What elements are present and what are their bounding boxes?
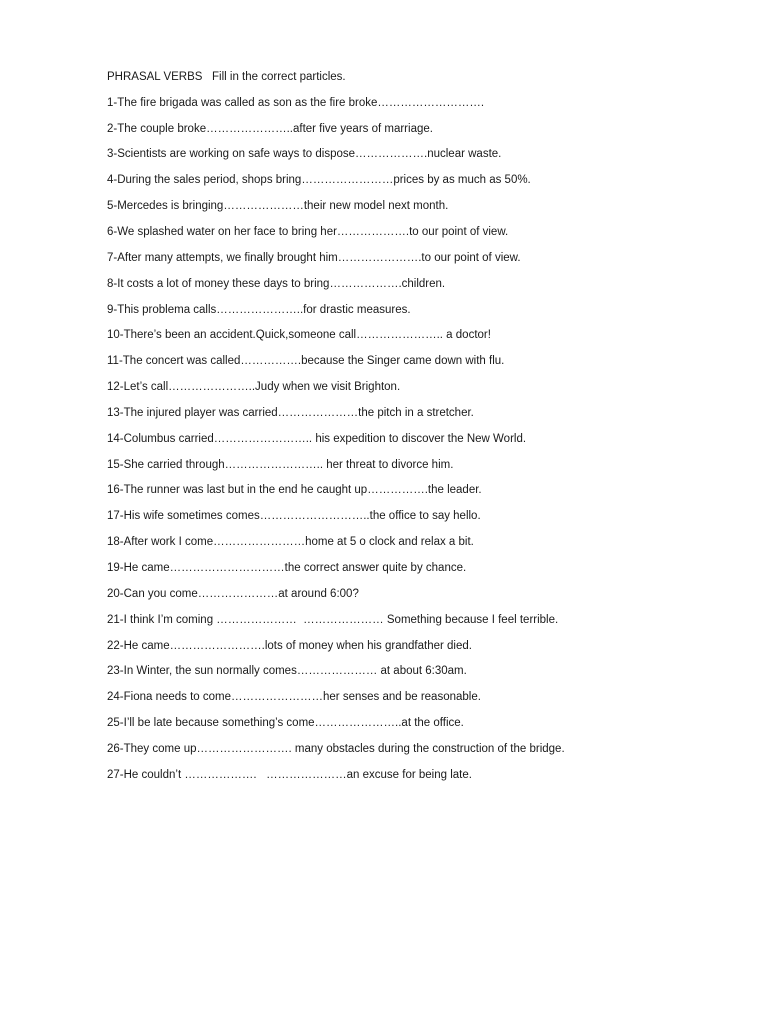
exercise-item: 6-We splashed water on her face to bring her……………….to our point of view. xyxy=(107,226,509,239)
exercise-item: 21-I think I’m coming ………………… ………………… Something because I feel terrible. xyxy=(107,613,559,626)
worksheet-content xyxy=(107,68,747,792)
exercise-item: 8-It costs a lot of money these days to bring……………….children. xyxy=(107,277,446,290)
exercise-item: 5-Mercedes is bringing…………………their new model next month. xyxy=(107,200,449,213)
exercise-list xyxy=(107,94,747,784)
exercise-item: 18-After work I come……………………home at 5 o clock and relax a bit. xyxy=(107,536,474,549)
exercise-item: 14-Columbus carried…………………….. his expedition to discover the New World. xyxy=(107,432,527,445)
exercise-item: 20-Can you come…………………at around 6:00? xyxy=(107,587,359,600)
exercise-item: 13-The injured player was carried…………………the pitch in a stretcher. xyxy=(107,406,474,419)
exercise-item: 22-He came…………………….lots of money when his grandfather died. xyxy=(107,639,472,652)
exercise-item: 23-In Winter, the sun normally comes………………… at about 6:30am. xyxy=(107,665,467,678)
exercise-item: 17-His wife sometimes comes………………………..the office to say hello. xyxy=(107,510,481,523)
exercise-item: 10-There’s been an accident.Quick,someone call………………….. a doctor! xyxy=(107,329,491,342)
exercise-item: 7-After many attempts, we finally brought him………………….to our point of view. xyxy=(107,251,521,264)
exercise-item: 11-The concert was called…………….because the Singer came down with flu. xyxy=(107,355,505,368)
exercise-item: 2-The couple broke…………………..after five years of marriage. xyxy=(107,122,433,135)
exercise-item: 25-I’ll be late because something’s come…………………..at the office. xyxy=(107,717,464,730)
exercise-item: 3-Scientists are working on safe ways to dispose……………….nuclear waste. xyxy=(107,148,502,161)
exercise-item: 4-During the sales period, shops bring……………………prices by as much as 50%. xyxy=(107,174,531,187)
exercise-item: 12-Let’s call…………………..Judy when we visit Brighton. xyxy=(107,381,401,394)
exercise-item: 9-This problema calls…………………..for drastic measures. xyxy=(107,303,411,316)
exercise-item: 15-She carried through…………………….. her threat to divorce him. xyxy=(107,458,454,471)
worksheet-title: PHRASAL VERBS Fill in the correct particles. xyxy=(107,71,346,83)
exercise-item: 19-He came…………………………the correct answer quite by chance. xyxy=(107,561,467,574)
exercise-item: 27-He couldn’t ………………. …………………an excuse for being late. xyxy=(107,768,472,781)
exercise-item: 24-Fiona needs to come……………………her senses and be reasonable. xyxy=(107,691,481,704)
exercise-item: 16-The runner was last but in the end he caught up…………….the leader. xyxy=(107,484,482,497)
exercise-item: 26-They come up……………………. many obstacles during the construction of the bridge. xyxy=(107,742,565,755)
exercise-item: 1-The fire brigada was called as son as the fire broke………………………. xyxy=(107,96,485,109)
